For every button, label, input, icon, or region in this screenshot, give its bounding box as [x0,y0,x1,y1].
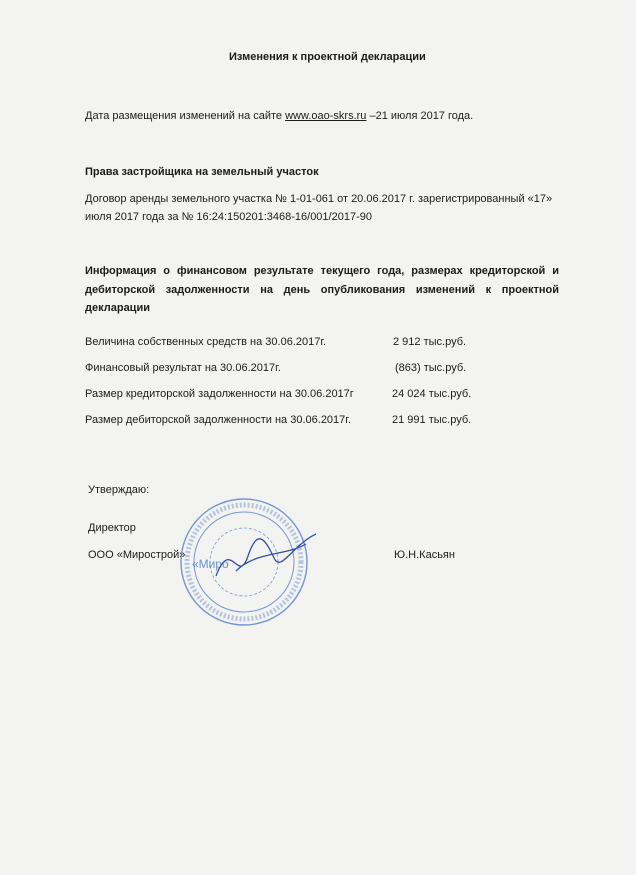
director-name: Ю.Н.Касьян [394,549,455,561]
publication-suffix: –21 июля 2017 года. [366,110,474,122]
company-stamp-seal [176,496,316,631]
financial-heading: Информация о финансовом результате текущего года, размерах кредиторской и дебиторской задолженности на день опубликования изменений к проектной декларации [85,265,559,314]
row-label: Размер кредиторской задолженности на 30.06.2017г [85,388,354,400]
publication-date-line [85,109,473,123]
page-title: Изменения к проектной декларации [229,51,426,63]
svg-text:«Миро: «Миро [192,557,229,571]
row-label: Величина собственных средств на 30.06.2017г. [85,336,327,348]
land-contract-line1: Договор аренды земельного участка № 1-01-061 от 20.06.2017 г. зарегистрированный «17» [85,193,553,205]
approve-label: Утверждаю: [88,484,150,496]
row-value: 24 024 тыс.руб. [392,388,472,400]
row-value: 21 991 тыс.руб. [392,414,472,426]
publication-prefix: Дата размещения изменений на сайте [85,110,286,122]
row-value: 2 912 тыс.руб. [393,336,467,348]
row-label: Финансовый результат на 30.06.2017г. [85,362,281,374]
row-value: (863) тыс.руб. [395,362,467,374]
position-label: Директор [88,522,136,534]
land-rights-heading: Права застройщика на земельный участок [85,166,319,178]
land-contract-line2: июля 2017 года за № 16:24:150201:3468-16/001/2017-90 [85,211,372,223]
row-label: Размер дебиторской задолженности на 30.06.2017г. [85,414,352,426]
company-label: ООО «Мирострой» [88,549,186,561]
site-link[interactable]: www.oao-skrs.ru [285,110,367,122]
